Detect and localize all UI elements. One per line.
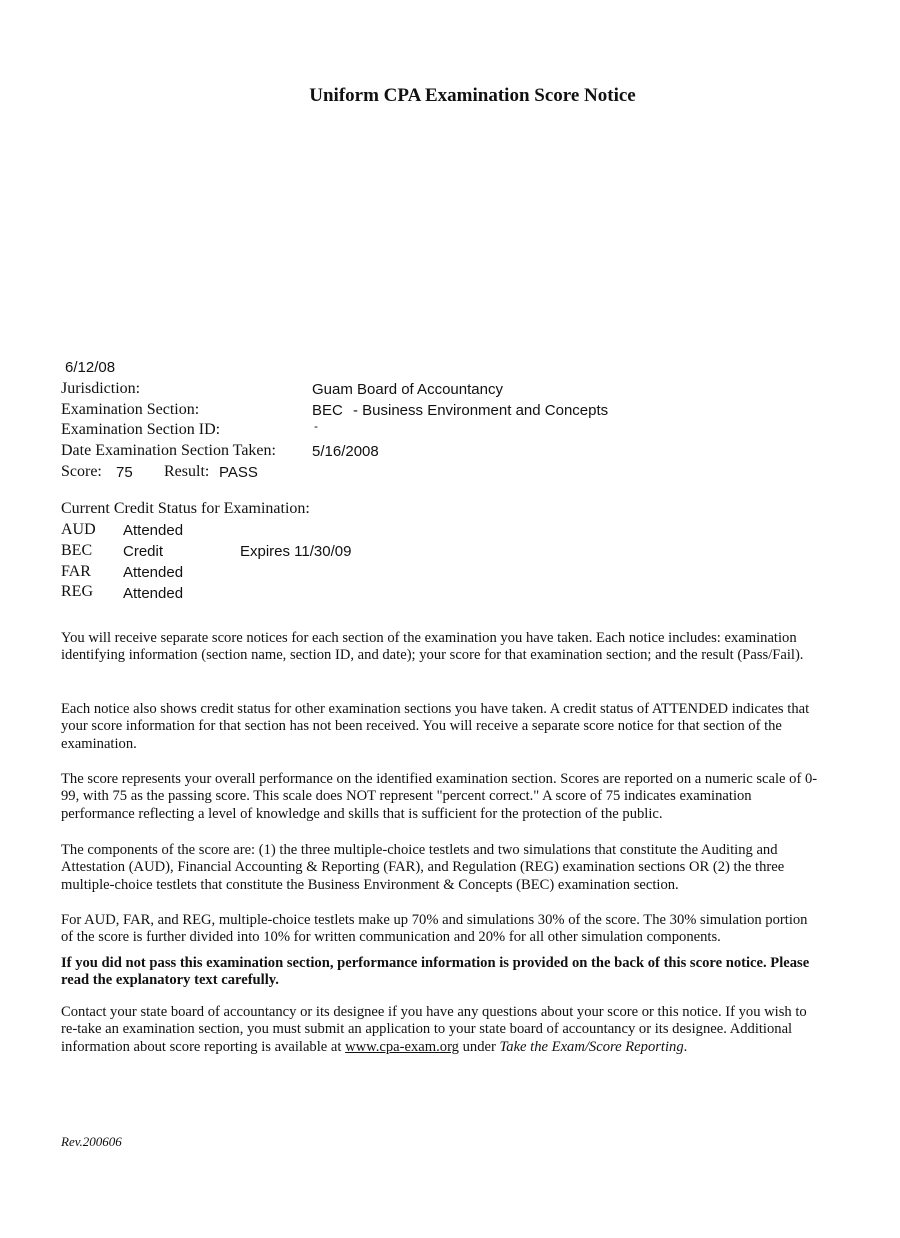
paragraph-weighting: For AUD, FAR, and REG, multiple-choice testlets make up 70% and simulations 30% of the score. The 30% simulation portion of the score is further divided into 10% for written communication and 20% for all other simulation components. [61, 912, 808, 946]
jurisdiction-value: Guam Board of Accountancy [312, 381, 503, 398]
date-taken-value: 5/16/2008 [312, 443, 379, 460]
date-taken-label: Date Examination Section Taken: [61, 442, 276, 459]
paragraph-contact [61, 1004, 823, 1056]
credit-status-far: Attended [123, 564, 184, 581]
contact-text: Contact your state board of accountancy or its designee if you have any questions about your score or this notice. If you wish to re-take an examination section, you must submit an application to your state board of accountancy or its designee. Additional information about score reporting is available at [61, 1004, 807, 1055]
section-label: Examination Section: [61, 401, 200, 418]
credit-section-reg: REG [61, 583, 93, 600]
paragraph-credit-status: Each notice also shows credit status for other examination sections you have taken. A credit status of ATTENDED indicates that your score information for that section has not been received. You will receive a separate score notice for that section of the examination. [61, 701, 810, 752]
score-label: Score: [61, 463, 102, 480]
cpa-exam-link[interactable]: www.cpa-exam.org [345, 1038, 459, 1055]
credit-section-aud: AUD [61, 521, 96, 538]
section-id-value: - [314, 419, 318, 433]
paragraph-fail-notice: If you did not pass this examination section, performance information is provided on the back of this score notice. Please read the explanatory text carefully. [61, 955, 810, 989]
notice-date: 6/12/08 [65, 359, 116, 376]
result-label: Result: [164, 463, 210, 480]
credit-section-far: FAR [61, 563, 91, 580]
credit-status-heading: Current Credit Status for Examination: [61, 500, 310, 517]
credit-status-aud: Attended [123, 522, 184, 539]
credit-note-bec: Expires 11/30/09 [240, 543, 352, 560]
contact-under-text: under [458, 1038, 500, 1055]
paragraph-score-notices: You will receive separate score notices for each section of the examination you have taken. Each notice includes: examination identifying information (section name, section ID, and date); your score for that examination section; and the result (Pass/Fail). [61, 630, 804, 664]
credit-section-bec: BEC [61, 542, 93, 559]
paragraph-score-components: The components of the score are: (1) the three multiple-choice testlets and two simulations that constitute the Auditing and Attestation (AUD), Financial Accounting & Reporting (FAR), and Regulation (REG) examination sections OR (2) the three multiple-choice testlets that constitute the Business Environment & Concepts (BEC) examination section. [61, 842, 785, 893]
contact-end-text: . [683, 1038, 688, 1055]
jurisdiction-label: Jurisdiction: [61, 380, 141, 397]
revision-code: Rev.200606 [61, 1134, 122, 1149]
score-value: 75 [116, 464, 133, 481]
section-id-label: Examination Section ID: [61, 421, 221, 438]
score-reporting-reference: Take the Exam/Score Reporting [499, 1038, 684, 1055]
credit-status-reg: Attended [123, 585, 184, 602]
credit-status-bec: Credit [123, 543, 164, 560]
result-value: PASS [219, 464, 258, 481]
section-name: - Business Environment and Concepts [353, 402, 609, 419]
section-code: BEC [312, 402, 343, 419]
document-title: Uniform CPA Examination Score Notice [309, 85, 636, 106]
paragraph-score-scale: The score represents your overall performance on the identified examination section. Scores are reported on a numeric scale of 0-99, with 75 as the passing score. This scale does NOT represent "percent correct." A score of 75 indicates examination performance reflecting a level of knowledge and skills that is sufficient for the protection of the public. [61, 771, 818, 822]
